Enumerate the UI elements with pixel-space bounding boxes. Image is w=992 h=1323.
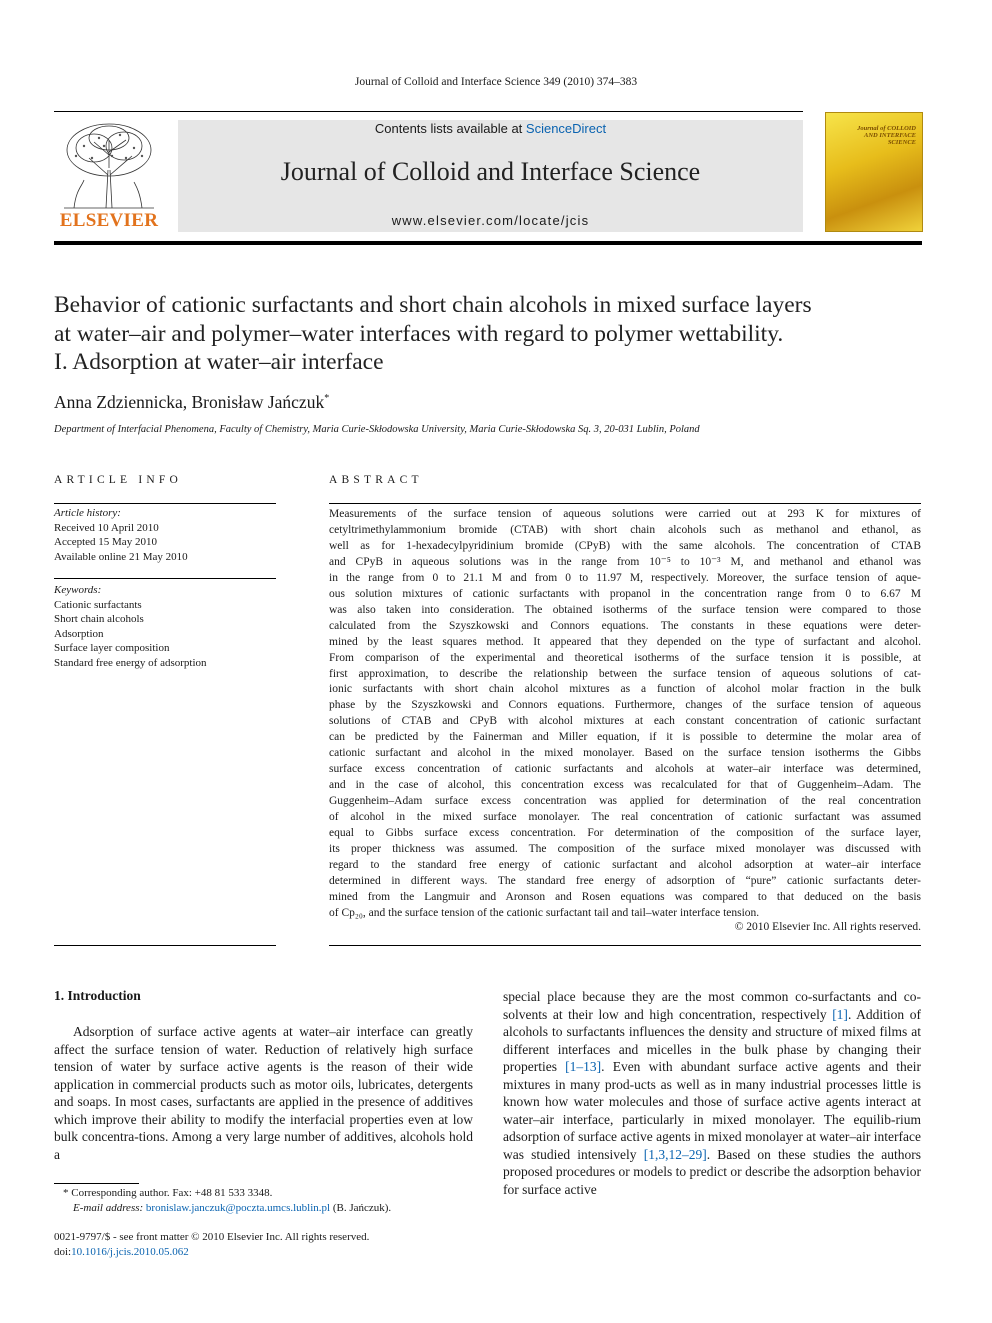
keyword-item: Adsorption (54, 627, 104, 640)
article-info-rule (54, 503, 276, 504)
footnote-rule (54, 1183, 139, 1184)
intro-text: . Even with abundant surface active agents and their mixtures in many prod-ucts as well as in many industrial processes little is known how water molecules and those of surface active agents interact at water–air interface, particularly in mixed monolayer. The equilib-rium adsorption of surface active agents in mixed monolayer at water–air interface was studied intensively (503, 1059, 921, 1162)
abstract-line: well as for 1-hexadecylpyridinium bromide (CPyB) with the same alcohols. The concentration of CTAB (329, 539, 921, 552)
article-info-heading: ARTICLE INFO (54, 474, 182, 486)
contents-availability (178, 120, 803, 136)
journal-banner (178, 120, 803, 232)
abstract-line: first approximation, to describe the relationship between the surface tension of aqueous solutions of cat- (329, 667, 921, 680)
introduction-heading: 1. Introduction (54, 988, 141, 1003)
contents-prefix: Contents lists available at (374, 121, 526, 136)
reference-link[interactable]: [1] (832, 1006, 848, 1022)
abstract-line: equal to Gibbs surface excess concentration. For determination of the composition of the surface layer, (329, 827, 921, 840)
keyword-item: Surface layer composition (54, 642, 170, 655)
sciencedirect-link[interactable]: ScienceDirect (525, 121, 607, 136)
abstract-bottom-rule (329, 945, 921, 946)
abstract-line: Guggenheim–Adam surface excess concentration was applied for determination of the real concentration (329, 795, 921, 808)
abstract-line: mined by the least squares method. It appeared that they depended on the type of surfactant and alcohol. (329, 635, 921, 648)
abstract-heading: ABSTRACT (329, 474, 423, 486)
affiliation: Department of Interfacial Phenomena, Faculty of Chemistry, Maria Curie-Skłodowska University, Maria Curie-Skłodowska Sq. 3, 20-031 Lublin, Poland (54, 424, 700, 435)
abstract-line: regard to the standard free energy of cationic surfactant and alcohol adsorption at water–air interface (329, 858, 921, 871)
elsevier-logo[interactable] (54, 120, 164, 232)
abstract-line: cetyltrimethylammonium bromide (CTAB) with short chain alcohols such as methanol and ethanol, as (329, 523, 921, 536)
abstract-line: can be predicted by the Fainerman and Miller equation, if it is possible to determine the molar area of (329, 731, 921, 744)
header-thick-rule (54, 241, 922, 245)
received-date: Received 10 April 2010 (54, 521, 159, 534)
author-list (54, 392, 329, 413)
journal-name: Journal of Colloid and Interface Science (280, 157, 701, 186)
reference-link[interactable]: [1–13] (565, 1059, 602, 1074)
header-rule (54, 111, 803, 112)
email-link[interactable]: bronislaw.janczuk@poczta.umcs.lublin.pl (145, 1201, 331, 1214)
elsevier-wordmark: ELSEVIER (59, 210, 159, 231)
doi-label: doi: (54, 1245, 72, 1258)
abstract-line: Measurements of the surface tension of aqueous solutions were carried out at 293 K for mixtures of (329, 508, 921, 520)
title-line-3: I. Adsorption at water–air interface (54, 349, 384, 375)
abstract-line: ionic surfactants with short chain alcohol mixtures as a function of alcohol molar fraction in the bulk (329, 683, 921, 696)
abstract-line: of Cp₂₀, and the surface tension of the cationic surfactant tail and tail–water interface tension. (329, 906, 760, 919)
abstract-line: ous solution mixtures of cationic surfactants with propanol in the concentration range from 0 to 6.67 M (329, 587, 921, 600)
journal-citation: Journal of Colloid and Interface Science 349 (2010) 374–383 (354, 76, 638, 88)
abstract-line: cationic surfactant and alcohol in the mixed monolayer. Based on the surface tension isotherms the Gibbs (329, 747, 921, 760)
abstract-line: was also taken into consideration. The obtained isotherms of the surface tension were compared to those (329, 603, 921, 616)
journal-cover-image[interactable] (825, 112, 923, 232)
article-history (54, 506, 276, 564)
intro-text: special place because they are the most common co-surfactants and co-solvents at their low and high concentration, respectively (503, 989, 921, 1022)
history-label: Article history: (54, 507, 121, 519)
journal-url-link[interactable]: www.elsevier.com/locate/jcis (391, 213, 590, 228)
abstract-line: determined in different ways. The standard free energy of adsorption of “pure” cationic surfactants deter- (329, 874, 921, 887)
keyword-item: Short chain alcohols (54, 613, 144, 626)
corresponding-note: * Corresponding author. Fax: +48 81 533 3348. (63, 1187, 273, 1199)
online-date: Available online 21 May 2010 (54, 550, 188, 563)
abstract-line: and CPyB in aqueous solutions was in the range from 10⁻⁵ to 10⁻³ M, and methanol and ethanol was (329, 555, 921, 568)
title-line-2: at water–air and polymer–water interfaces with regard to polymer wettability. (54, 320, 784, 347)
email-suffix: (B. Jańczuk). (330, 1201, 392, 1214)
front-matter (54, 1230, 473, 1259)
email-label: E-mail address: (73, 1201, 146, 1214)
keywords-block (54, 583, 276, 671)
article-info-bottom-rule (54, 945, 276, 946)
keyword-item: Standard free energy of adsorption (54, 656, 207, 669)
intro-text: . Based on these studies the authors proposed procedures or models to predict or describe the adsorption behavior for surface active (503, 1146, 922, 1197)
history-rule (54, 578, 276, 579)
corresponding-mark[interactable]: * (324, 393, 330, 405)
abstract-line: in the range from 0 to 21.1 M and from 0 to 11.97 M, respectively. Moreover, the surface tension of aque- (329, 571, 921, 584)
accepted-date: Accepted 15 May 2010 (54, 536, 157, 549)
cover-title: Journal of COLLOID AND INTERFACE SCIENCE (857, 125, 916, 146)
abstract-line: From comparison of the experimental and theoretical isotherms of the surface tension it is possible, at (329, 651, 921, 664)
keyword-item: Cationic surfactants (54, 598, 142, 611)
introduction-paragraph-2 (503, 988, 921, 1198)
abstract-line: mined from the Langmuir and Aronson and Rosen equations was compared to that deduced on the basis (329, 890, 921, 903)
corresponding-footnote (54, 1186, 473, 1215)
intro-text: . Addition of alcohols to surfactants influences the density and structure of mixed films at different interfaces and micelles in the bulk phase by changing their properties (503, 1006, 921, 1074)
keywords-label: Keywords: (54, 584, 102, 596)
abstract-line: surface excess concentration of cationic surfactants and alcohols at water–air interface was determined, (329, 763, 921, 776)
abstract-line: and in the case of alcohol, this concentration excess was recalculated for that of Guggenheim–Adam. The (329, 779, 921, 792)
article-title (54, 291, 934, 377)
authors-names[interactable]: Anna Zdziennicka, Bronisław Jańczuk (54, 392, 325, 412)
title-line-1: Behavior of cationic surfactants and short chain alcohols in mixed surface layers (54, 292, 812, 318)
introduction-paragraph-1: Adsorption of surface active agents at water–air interface can greatly affect the surface tension of water. Reduction of relatively high surface tension of water by surface active agents is the reason of their wide application in commercial products such as motor oils, lubricates, detergents and soaps. In most cases, surfactants are applied in the presence of additives which improve their ability to modify the interfacial properties even at low bulk concentra-tions. Among a very large number of additives, alcohols hold a (54, 1024, 473, 1162)
abstract-line: phase by the Szyszkowski and Connors equations. Furthermore, changes of the surface tension of aqueous (329, 699, 921, 712)
abstract-rule (329, 503, 921, 504)
tree-icon (54, 120, 164, 210)
reference-link[interactable]: [1,3,12–29] (643, 1146, 707, 1162)
abstract-text (329, 507, 921, 922)
abstract-line: its proper thickness was assumed. The composition of the surface mixed monolayer was discussed with (329, 843, 921, 856)
abstract-line: solutions of CTAB and CPyB with alcohol mixtures at each constant concentration of cationic surfactant (329, 715, 921, 728)
doi-link[interactable]: 10.1016/j.jcis.2010.05.062 (71, 1245, 189, 1258)
abstract-line: calculated from the Szyszkowski and Connors equations. The constants in these equations were deter- (329, 619, 921, 632)
issn-line: 0021-9797/$ - see front matter © 2010 Elsevier Inc. All rights reserved. (54, 1231, 370, 1243)
abstract-copyright: © 2010 Elsevier Inc. All rights reserved. (734, 921, 921, 933)
abstract-line: of alcohol in the mixed surface monolayer. The real concentration of cationic surfactant was assumed (329, 811, 921, 824)
